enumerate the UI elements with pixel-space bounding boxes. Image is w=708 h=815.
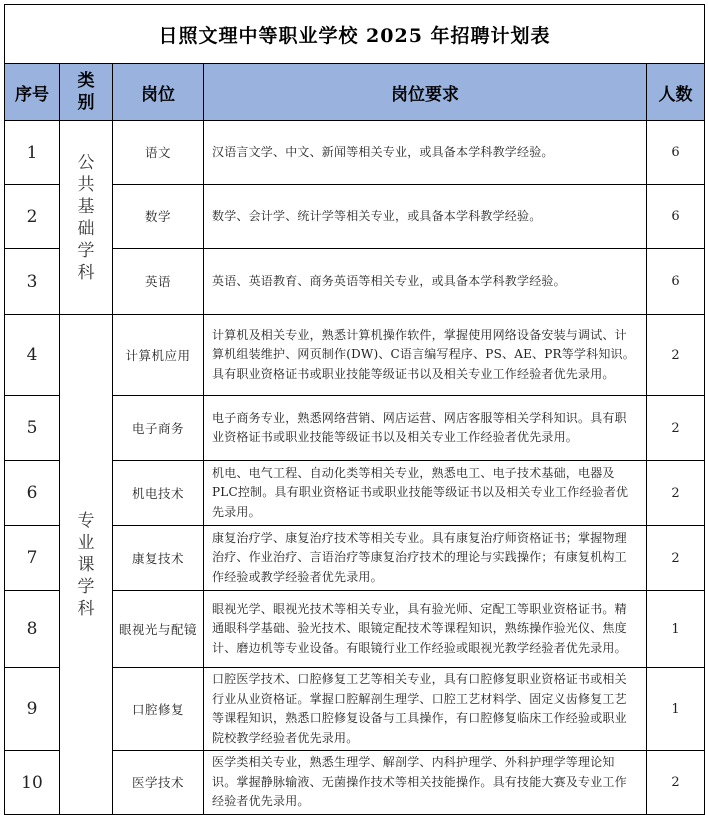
row-count: 2	[647, 751, 705, 815]
category-public: 公共基础学科	[60, 121, 113, 315]
header-index: 序号	[5, 64, 60, 121]
row-requirements: 英语、英语教育、商务英语等相关专业，或具备本学科教学经验。	[204, 249, 647, 315]
row-requirements: 机电、电气工程、自动化类等相关专业，熟悉电工、电子技术基础，电器及PLC控制。具有职业资格证书或职业技能等级证书以及相关专业工作经验者优先录用。	[204, 461, 647, 526]
row-requirements: 口腔医学技术、口腔修复工艺等相关专业，具有口腔修复职业资格证书或相关行业从业资格证。掌握口腔解剖生理学、口腔工艺材料学、固定义齿修复工艺等课程知识，熟悉口腔修复设备与工具操作，有口腔修复临床工作经验或职业院校教学经验者优先录用。	[204, 668, 647, 751]
recruitment-plan-document	[4, 4, 704, 807]
row-requirements: 康复治疗学、康复治疗技术等相关专业。具有康复治疗师资格证书；掌握物理治疗、作业治疗、言语治疗等康复治疗技术的理论与实践操作；有康复机构工作经验或教学经验者优先录用。	[204, 526, 647, 591]
row-position: 电子商务	[113, 396, 204, 461]
row-requirements: 汉语言文学、中文、新闻等相关专业，或具备本学科教学经验。	[204, 121, 647, 185]
row-index: 4	[5, 315, 60, 396]
row-requirements: 计算机及相关专业，熟悉计算机操作软件，掌握使用网络设备安装与调试、计算机组装维护、网页制作(DW)、C语言编写程序、PS、AE、PR等学科知识。具有职业资格证书或职业技能等级证书以及相关专业工作经验者优先录用。	[204, 315, 647, 396]
row-index: 3	[5, 249, 60, 315]
row-index: 6	[5, 461, 60, 526]
category-professional: 专业课学科	[60, 315, 113, 815]
row-count: 2	[647, 396, 705, 461]
row-position: 语文	[113, 121, 204, 185]
row-requirements: 电子商务专业，熟悉网络营销、网店运营、网店客服等相关学科知识。具有职业资格证书或职业技能等级证书以及相关专业工作经验者优先录用。	[204, 396, 647, 461]
row-index: 10	[5, 751, 60, 815]
row-count: 1	[647, 668, 705, 751]
row-position: 口腔修复	[113, 668, 204, 751]
row-position: 计算机应用	[113, 315, 204, 396]
header-position: 岗位	[113, 64, 204, 121]
row-position: 数学	[113, 185, 204, 249]
table-title: 日照文理中等职业学校 2025 年招聘计划表	[5, 5, 705, 64]
recruitment-table	[4, 4, 705, 815]
row-position: 康复技术	[113, 526, 204, 591]
row-index: 8	[5, 591, 60, 668]
row-index: 9	[5, 668, 60, 751]
row-count: 6	[647, 185, 705, 249]
header-category: 类别	[60, 64, 113, 121]
header-requirements: 岗位要求	[204, 64, 647, 121]
row-count: 2	[647, 461, 705, 526]
row-index: 7	[5, 526, 60, 591]
row-index: 5	[5, 396, 60, 461]
row-requirements: 眼视光学、眼视光技术等相关专业，具有验光师、定配工等职业资格证书。精通眼科学基础、验光技术、眼镜定配技术等课程知识，熟练操作验光仪、焦度计、磨边机等专业设备。有眼镜行业工作经验或眼视光教学经验者优先录用。	[204, 591, 647, 668]
table-row	[5, 315, 705, 396]
row-count: 1	[647, 591, 705, 668]
row-count: 6	[647, 121, 705, 185]
row-count: 2	[647, 526, 705, 591]
row-index: 1	[5, 121, 60, 185]
row-position: 机电技术	[113, 461, 204, 526]
row-count: 6	[647, 249, 705, 315]
header-count: 人数	[647, 64, 705, 121]
row-position: 眼视光与配镜	[113, 591, 204, 668]
row-position: 英语	[113, 249, 204, 315]
table-row	[5, 121, 705, 185]
row-position: 医学技术	[113, 751, 204, 815]
row-index: 2	[5, 185, 60, 249]
header-row	[5, 64, 705, 121]
row-requirements: 数学、会计学、统计学等相关专业，或具备本学科教学经验。	[204, 185, 647, 249]
row-count: 2	[647, 315, 705, 396]
row-requirements: 医学类相关专业，熟悉生理学、解剖学、内科护理学、外科护理学等理论知识。掌握静脉输液、无菌操作技术等相关技能操作。具有技能大赛及专业工作经验者优先录用。	[204, 751, 647, 815]
